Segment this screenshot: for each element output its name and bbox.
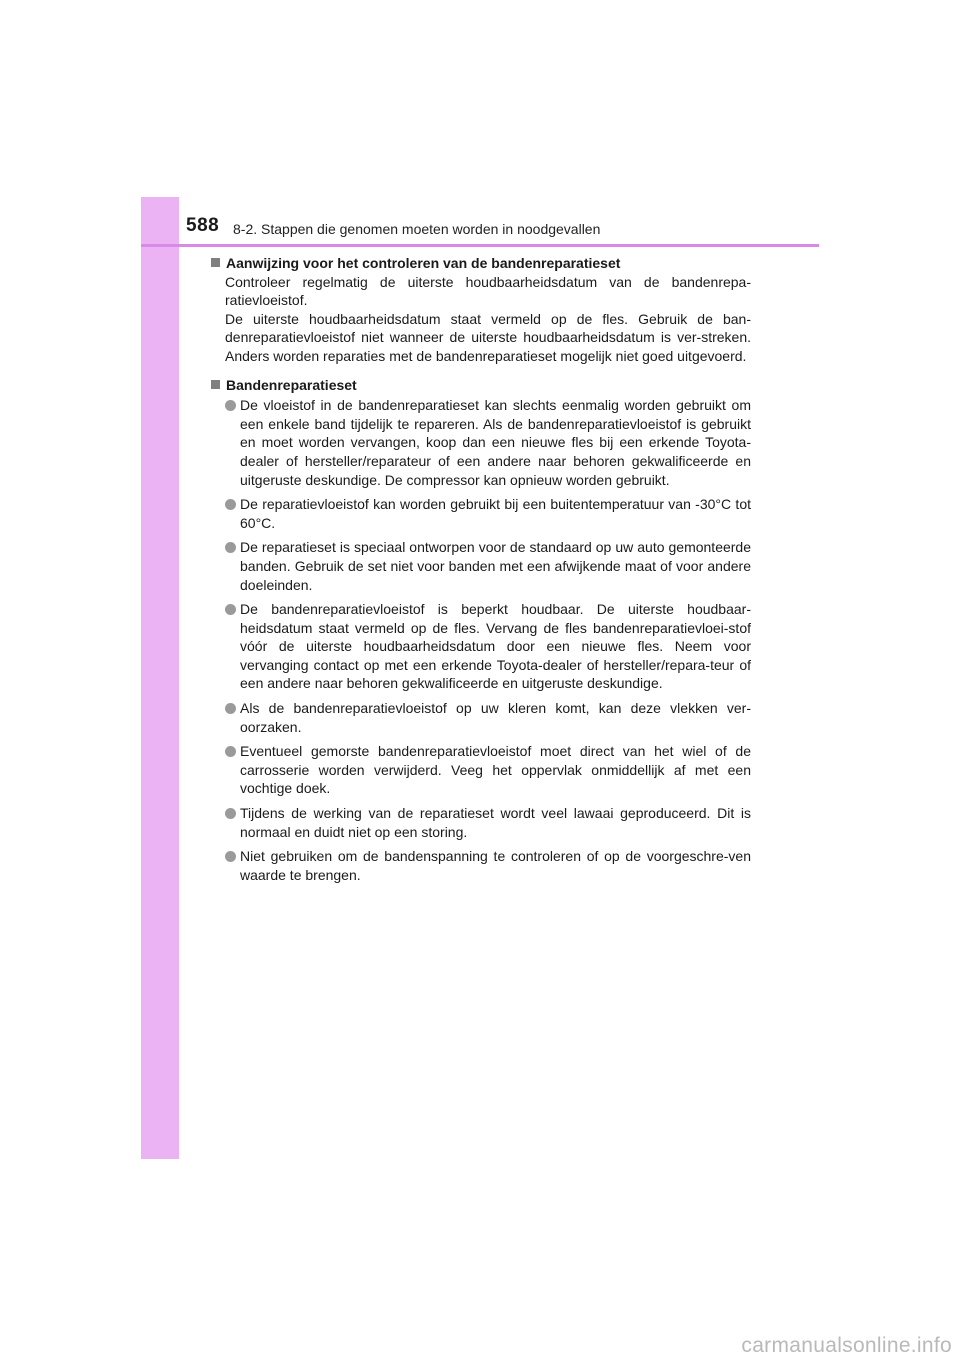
list-item-text: Eventueel gemorste bandenreparatievloeistof moet direct van het wiel of de carrosserie worden verwijderd. Veeg het oppervlak onmiddellijk af met een vochtige doek.: [240, 743, 751, 797]
list-item: [225, 847, 751, 884]
section-body: [225, 273, 751, 366]
side-tab-band: [141, 197, 179, 1159]
list-item: [225, 396, 751, 489]
bullet-list: [211, 396, 751, 884]
page-content: [211, 254, 751, 894]
circle-bullet-icon: [225, 703, 236, 714]
square-bullet-icon: [211, 258, 220, 267]
circle-bullet-icon: [225, 499, 236, 510]
section-repair-kit: [211, 376, 751, 885]
circle-bullet-icon: [225, 604, 236, 615]
watermark-text: carmanualsonline.info: [741, 1334, 952, 1357]
list-item-text: Als de bandenreparatievloeistof op uw kleren komt, kan deze vlekken ver-oorzaken.: [240, 700, 751, 735]
paragraph: De uiterste houdbaarheidsdatum staat vermeld op de fles. Gebruik de ban-denreparatievloeistof niet wanneer de uiterste houdbaarheidsdatum is ver-streken. Anders worden reparaties met de bandenreparatieset mogelijk niet goed uitgevoerd.: [225, 310, 751, 364]
list-item-text: De vloeistof in de bandenreparatieset kan slechts eenmalig worden gebruikt om een enkele band tijdelijk te repareren. Als de bandenreparatievloeistof is gebruikt en moet worden vervangen, koop dan een nieuwe fles bij een erkende Toyota-dealer of hersteller/reparateur of een andere naar behoren gekwalificeerde en uitgeruste deskundige. De compressor kan opnieuw worden gebruikt.: [240, 397, 751, 488]
section-heading-text: Aanwijzing voor het controleren van de bandenreparatieset: [226, 255, 621, 271]
header-divider: [141, 244, 819, 247]
circle-bullet-icon: [225, 808, 236, 819]
section-checking-repair-kit: [211, 254, 751, 366]
chapter-title: 8-2. Stappen die genomen moeten worden in noodgevallen: [233, 221, 601, 237]
list-item: [225, 699, 751, 736]
circle-bullet-icon: [225, 400, 236, 411]
list-item: [225, 804, 751, 841]
list-item-text: De reparatievloeistof kan worden gebruikt bij een buitentemperatuur van -30°C tot 60°C.: [240, 496, 751, 531]
paragraph: Controleer regelmatig de uiterste houdbaarheidsdatum van de bandenrepa-ratievloeistof.: [225, 273, 751, 309]
list-item: [225, 538, 751, 594]
square-bullet-icon: [211, 380, 220, 389]
circle-bullet-icon: [225, 851, 236, 862]
section-heading: [211, 254, 751, 273]
section-heading-text: Bandenreparatieset: [226, 376, 357, 393]
list-item-text: Tijdens de werking van de reparatieset wordt veel lawaai geproduceerd. Dit is normaal en duidt niet op een storing.: [240, 805, 751, 840]
circle-bullet-icon: [225, 542, 236, 553]
page-number: 588: [186, 215, 220, 236]
list-item: [225, 600, 751, 693]
list-item-text: De reparatieset is speciaal ontworpen voor de standaard op uw auto gemonteerde banden. Gebruik de set niet voor banden met een afwijkende maat of voor andere doeleinden.: [240, 539, 751, 593]
list-item-text: De bandenreparatievloeistof is beperkt houdbaar. De uiterste houdbaar-heidsdatum staat vermeld op de fles. Vervang de fles bandenreparatievloei-stof vóór de uiterste houdbaarheidsdatum door een nieuwe fles. Neem voor vervanging contact op met een erkende Toyota-dealer of hersteller/repara-teur of een andere naar behoren gekwalificeerde en uitgeruste deskundige.: [240, 601, 751, 692]
section-heading: [211, 376, 751, 395]
list-item-text: Niet gebruiken om de bandenspanning te controleren of op de voorgeschre-ven waarde te brengen.: [240, 848, 751, 883]
circle-bullet-icon: [225, 746, 236, 757]
list-item: [225, 495, 751, 532]
list-item: [225, 742, 751, 798]
